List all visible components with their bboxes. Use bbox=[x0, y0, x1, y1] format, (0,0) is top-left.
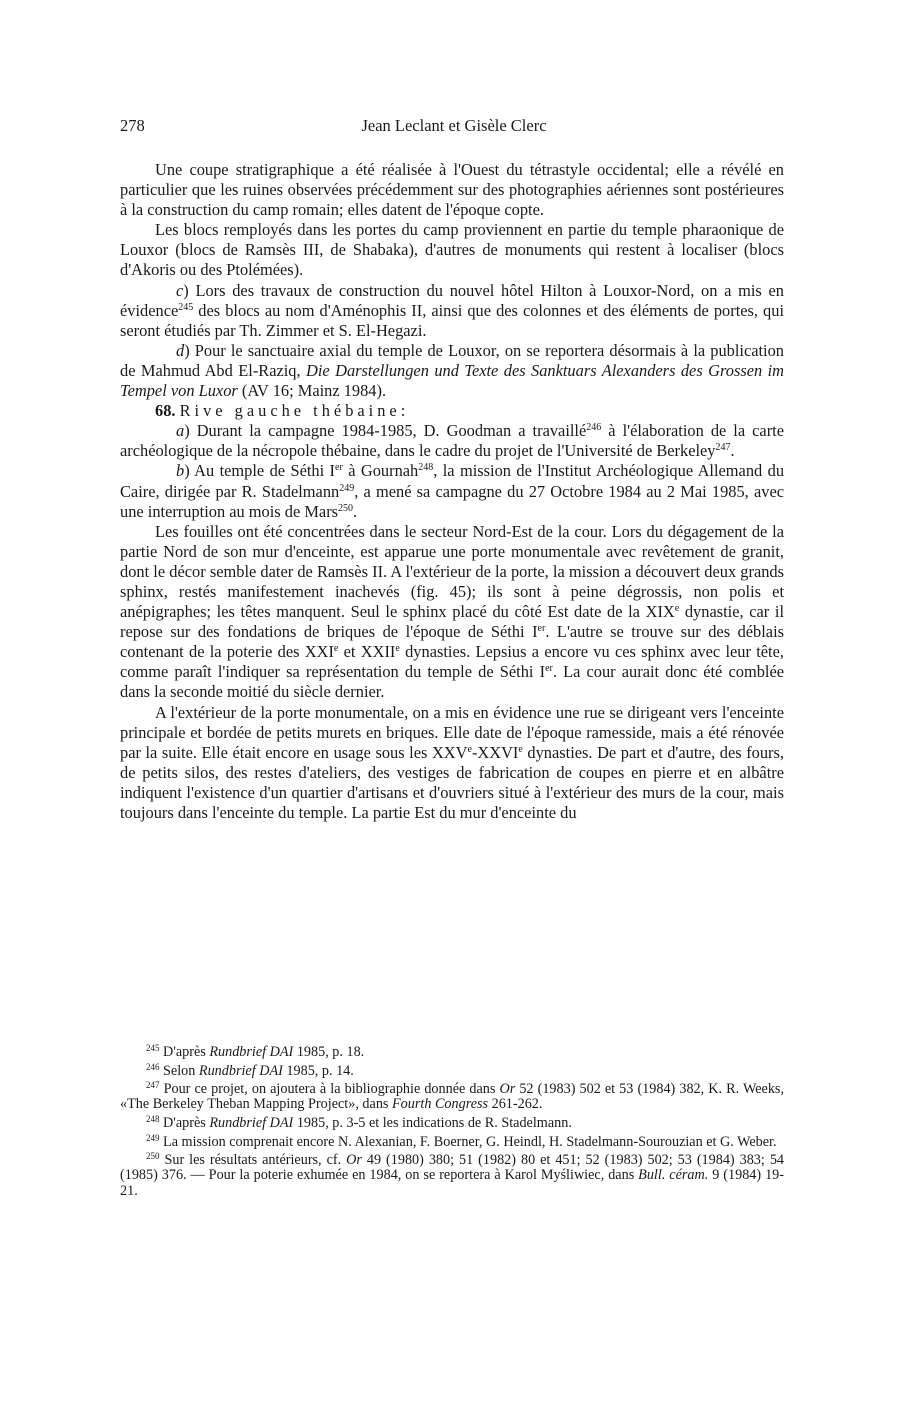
footnote-ref[interactable]: 250 bbox=[338, 502, 354, 514]
footnote: $^{250}$ Sur les résultats antérieurs, cf. Or 49 (1980) 380; 51 (1982) 80 et 451; 52 (1983) 502; 53 (1984) 383; 54 (1985) 376. — Pour la poterie exhumée en 1984, on se reportera à Karol Myśliwiec, dans Bull. céram. 9 (1984) 19-21. bbox=[120, 1151, 785, 1199]
paragraph: Les blocs remployés dans les portes du camp proviennent en partie du temple pharaonique de Louxor (blocs de Ramsès III, de Shabaka), d'autres de monuments qui restent à localiser (blocs d'Akoris ou des Ptolémées). bbox=[120, 220, 784, 280]
item-label: a bbox=[176, 421, 185, 441]
item-label: b bbox=[176, 461, 185, 481]
section-heading bbox=[120, 401, 784, 421]
footnote-ref[interactable]: 247 bbox=[715, 442, 731, 454]
item-label: c bbox=[176, 280, 184, 300]
book-title: Die Darstellungen und Texte des Sanktuars Alexanders des Grossen im Tempel von Luxor bbox=[120, 360, 784, 401]
footnote: $^{247}$ Pour ce projet, on ajoutera à la bibliographie donnée dans Or 52 (1983) 502 et 53 (1984) 382, K. R. Weeks, «The Berkeley Theban Mapping Project», dans Fourth Congress 261-262. bbox=[120, 1080, 784, 1113]
footnote-ref[interactable]: 245 bbox=[178, 301, 194, 313]
paragraph: b) Au temple de Séthi Ier à Gournah$^{248}$, la mission de l'Institut Archéologique Allemand du Caire, dirigée par R. Stadelmann$^{249}$, a mené sa campagne du 27 Octobre 1984 au 2 Mai 1985, avec une interruption au mois de Mars$^{250}$. bbox=[120, 461, 785, 521]
section-title: Rive gauche thébaine: bbox=[179, 401, 410, 421]
footnote: $^{245}$ D'après Rundbrief DAI 1985, p. 18. bbox=[146, 1043, 365, 1060]
section-number: 68. bbox=[155, 401, 176, 421]
footnote: $^{249}$ La mission comprenait encore N. Alexanian, F. Boerner, G. Heindl, H. Stadelmann-Sourouzian et G. Weber. bbox=[146, 1132, 777, 1150]
paragraph: d) Pour le sanctuaire axial du temple de Louxor, on se reportera désormais à la publication de Mahmud Abd El-Raziq, Die Darstellungen und Texte des Sanktuars Alexanders des Grossen im Tempel von Luxor (AV 16; Mainz 1984). bbox=[120, 340, 784, 401]
paragraph: A l'extérieur de la porte monumentale, on a mis en évidence une rue se dirigeant vers l'enceinte principale et bordée de petits murets en briques. Elle date de l'époque ramesside, mais a été rénovée par la suite. Elle était encore en usage sous les XXVe-XXVIe dynasties. De part et d'autre, des fours, de petits silos, des restes d'ateliers, des vestiges de fabrication de coupes en pierre et en albâtre indiquent l'existence d'un quartier d'artisans et d'ouvriers situé à l'extérieur des murs de la cour, mais toujours dans l'enceinte du temple. La partie Est du mur d'enceinte du bbox=[120, 702, 784, 822]
running-head bbox=[120, 116, 788, 140]
item-label: d bbox=[176, 340, 185, 360]
paragraph: a) Durant la campagne 1984-1985, D. Goodman a travaillé$^{246}$ à l'élaboration de la carte archéologique de la nécropole thébaine, dans le cadre du projet de l'Université de Berkeley$^{247}$. bbox=[120, 421, 784, 461]
footnote-ref[interactable]: 249 bbox=[339, 482, 355, 494]
footnotes bbox=[120, 1045, 784, 1202]
footnote-ref[interactable]: 248 bbox=[418, 462, 434, 474]
page-number: 278 bbox=[120, 116, 145, 135]
paragraph: Les fouilles ont été concentrées dans le secteur Nord-Est de la cour. Lors du dégagement de la partie Nord de son mur d'enceinte, est apparue une porte monumentale avec revêtement de granit, dont le décor semble dater de Ramsès II. A l'extérieur de la porte, la mission a découvert deux grands sphinx, restés manifestement inachevés (fig. 45); ils sont à peine dégrossis, non polis et anépigraphes; les têtes manquent. Seul le sphinx placé du côté Est date de la XIXe dynastie, car il repose sur des fondations de briques de l'époque de Séthi Ier. L'autre se trouve sur des déblais contenant de la poterie des XXIe et XXIIe dynasties. Lepsius a encore vu ces sphinx avec leur tête, comme paraît l'indiquer sa représentation du temple de Séthi Ier. La cour aurait donc été comblée dans la seconde moitié du siècle dernier. bbox=[120, 521, 785, 702]
footnote: $^{246}$ Selon Rundbrief DAI 1985, p. 14. bbox=[146, 1061, 354, 1079]
paragraph: Une coupe stratigraphique a été réalisée à l'Ouest du tétrastyle occidental; elle a révélé en particulier que les ruines observées précédemment sur des photographies aériennes sont postérieures à la construction du camp romain; elles datent de l'époque copte. bbox=[120, 160, 784, 220]
running-title: Jean Leclant et Gisèle Clerc bbox=[361, 116, 547, 135]
body-text bbox=[120, 160, 784, 823]
paragraph: c) Lors des travaux de construction du nouvel hôtel Hilton à Louxor-Nord, on a mis en évidence$^{245}$ des blocs au nom d'Aménophis II, ainsi que des colonnes et des éléments de portes, qui seront étudiés par Th. Zimmer et S. El-Hegazi. bbox=[120, 280, 784, 340]
footnote: $^{248}$ D'après Rundbrief DAI 1985, p. 3-5 et les indications de R. Stadelmann. bbox=[146, 1113, 572, 1131]
footnote-ref[interactable]: 246 bbox=[586, 422, 602, 434]
